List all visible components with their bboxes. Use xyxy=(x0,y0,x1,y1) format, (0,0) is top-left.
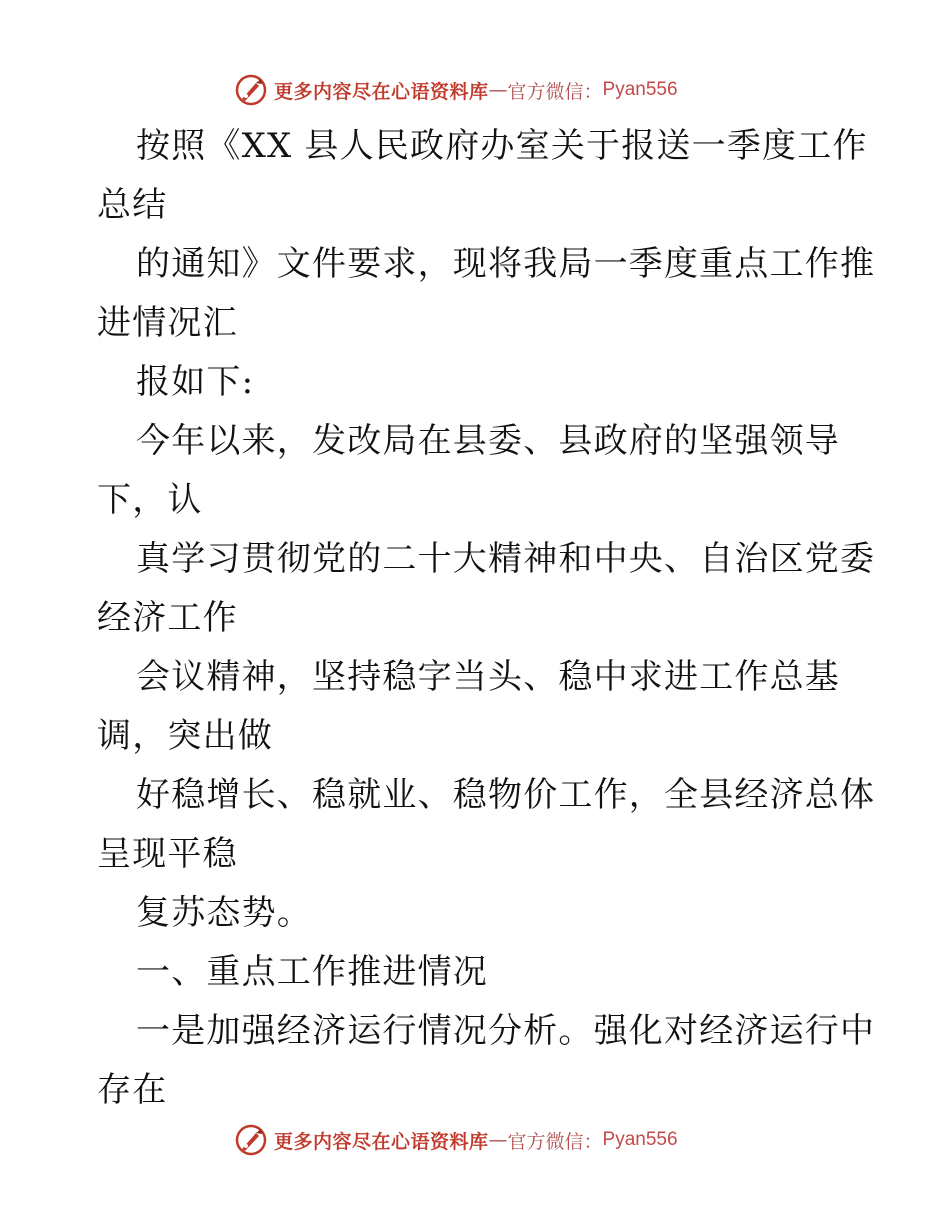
header-watermark xyxy=(234,72,678,108)
watermark-wechat-id: Pyan556 xyxy=(602,1129,678,1150)
text-line: 的通知》文件要求，现将我局一季度重点工作推 xyxy=(136,244,876,284)
section-heading: 一、重点工作推进情况 xyxy=(136,952,488,992)
watermark-tail-text: 官方微信： xyxy=(507,1130,603,1153)
text-line: 下，认 xyxy=(97,480,203,520)
text-line: 经济工作 xyxy=(97,598,238,638)
quill-logo-icon xyxy=(234,1123,268,1157)
text-line: 好稳增长、稳就业、稳物价工作，全县经济总体 xyxy=(136,775,876,815)
text-line: 调，突出做 xyxy=(97,716,273,756)
text-line: 今年以来，发改局在县委、县政府的坚强领导 xyxy=(136,421,840,461)
text-line: 复苏态势。 xyxy=(136,893,312,933)
text-line: 呈现平稳 xyxy=(97,834,238,874)
watermark-dash: — xyxy=(488,1129,508,1151)
text-line: 按照《XX 县人民政府办室关于报送一季度工作 xyxy=(136,126,868,166)
watermark-lead-text: 更多内容尽在心语资料库 xyxy=(274,1130,489,1153)
watermark-wechat-id: Pyan556 xyxy=(602,79,678,100)
quill-logo-icon xyxy=(234,73,268,107)
text-line: 进情况汇 xyxy=(97,303,238,343)
text-line: 存在 xyxy=(97,1070,168,1110)
text-line: 会议精神，坚持稳字当头、稳中求进工作总基 xyxy=(136,657,840,697)
text-line: 总结 xyxy=(97,185,168,225)
text-line: 真学习贯彻党的二十大精神和中央、自治区党委 xyxy=(136,539,876,579)
text-line: 报如下: xyxy=(136,362,255,402)
text-line: 一是加强经济运行情况分析。强化对经济运行中 xyxy=(136,1011,876,1051)
watermark-tail-text: 官方微信： xyxy=(507,80,603,103)
watermark-dash: — xyxy=(488,79,508,101)
footer-watermark xyxy=(234,1122,678,1158)
watermark-lead-text: 更多内容尽在心语资料库 xyxy=(274,80,489,103)
